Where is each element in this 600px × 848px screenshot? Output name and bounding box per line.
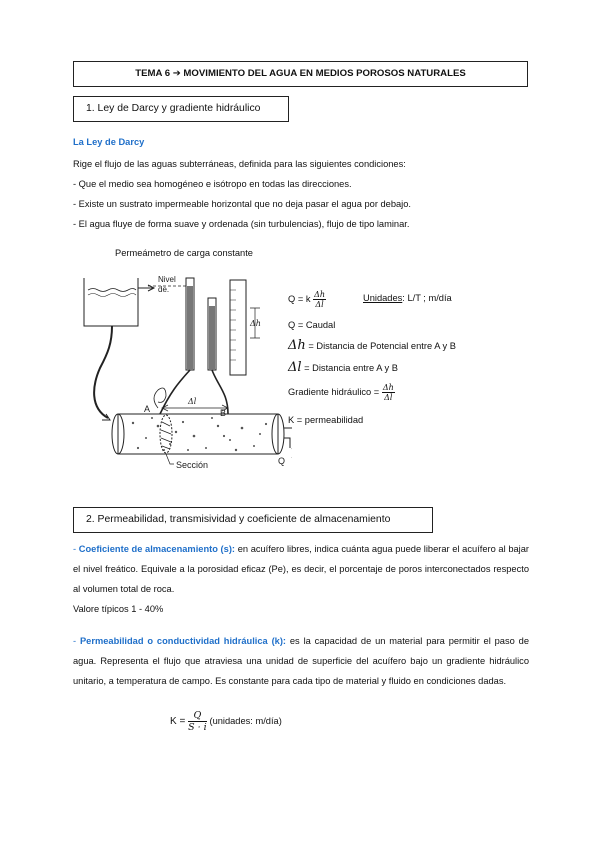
gradient-num: Δh xyxy=(382,383,394,392)
k-formula-num: Q xyxy=(188,710,207,722)
gradient-line xyxy=(288,383,395,402)
section-1-heading xyxy=(73,96,289,122)
label-q: Q xyxy=(278,456,286,466)
darcy-formula xyxy=(288,290,326,309)
coef-term: Coeficiente de almacenamiento (s): xyxy=(78,544,236,554)
figure-caption: Permeámetro de carga constante xyxy=(115,248,253,258)
k-line: K = permeabilidad xyxy=(288,415,364,425)
k-formula-den: S · i xyxy=(188,722,207,733)
section-2-heading xyxy=(73,507,433,533)
delta-l-text: = Distancia entre A y B xyxy=(301,363,398,373)
darcy-formula-num: Δh xyxy=(314,290,326,299)
darcy-formula-lhs: Q = k xyxy=(288,293,311,304)
tank-outline xyxy=(84,278,138,326)
label-delta-l: Δl xyxy=(188,397,197,406)
section-2-heading-text: 2. Permeabilidad, transmisividad y coeficiente de almacenamiento xyxy=(86,514,391,525)
gradient-text: Gradiente hidráulico = xyxy=(288,386,380,397)
gradient-den: Δl xyxy=(384,393,393,402)
delta-l-symbol: Δl xyxy=(288,360,302,375)
delta-h-symbol: Δh xyxy=(288,338,306,353)
perm-term: Permeabilidad o conductividad hidráulica (k): xyxy=(79,636,287,646)
coef-dash: - xyxy=(73,544,79,554)
label-seccion: Sección xyxy=(176,460,209,470)
label-a: A xyxy=(144,404,151,414)
coef-typical: Valore típicos 1 - 40% xyxy=(73,604,164,614)
delta-h-line xyxy=(288,338,456,353)
k-formula-units: (unidades: m/día) xyxy=(209,716,282,727)
delta-l-line xyxy=(288,360,398,375)
label-nivel: Nivel xyxy=(158,275,176,284)
darcy-subtitle: La Ley de Darcy xyxy=(73,137,145,147)
coef-paragraph xyxy=(73,539,529,599)
label-b: B xyxy=(220,408,227,418)
coef-text: en acuífero libres, indica cuánta agua puede liberar el acuífero al bajar el nivel freático. Equivale a la porosidad eficaz (Pe), es decir, el porcentaje de poros interconectados respecto al volumen total de roca. xyxy=(73,544,529,594)
delta-h-text: = Distancia de Potencial entre A y B xyxy=(305,341,456,351)
caudal-line: Q = Caudal xyxy=(288,320,336,330)
perm-text: es la capacidad de un material para permitir el paso de agua. Representa el flujo que atraviesa una unidad de superficie del acuífero bajo un gradiente hidráulico unitario, a temperatura de campo. Es constante para cada tipo de material y fluido en condiciones dadas. xyxy=(73,636,529,686)
perm-dash: - xyxy=(73,636,80,646)
label-delta-h: Δh xyxy=(250,319,261,328)
document-title-text: TEMA 6 ➔ MOVIMIENTO DEL AGUA EN MEDIOS POROSOS NATURALES xyxy=(135,68,466,79)
condition-3: - El agua fluye de forma suave y ordenada (sin turbulencias), flujo de tipo laminar. xyxy=(73,219,410,229)
units-line xyxy=(363,293,452,303)
label-de: de. xyxy=(158,285,170,294)
darcy-formula-den: Δl xyxy=(315,300,324,309)
section-1-heading-text: 1. Ley de Darcy y gradiente hidráulico xyxy=(86,103,261,114)
k-formula-fraction xyxy=(188,710,207,733)
units-value: : L/T ; m/día xyxy=(402,293,452,303)
darcy-formula-fraction xyxy=(313,290,326,309)
perm-paragraph xyxy=(73,631,529,691)
condition-1: - Que el medio sea homogéneo e isótropo en todas las direcciones. xyxy=(73,179,352,189)
k-formula xyxy=(170,710,282,733)
units-label: Unidades xyxy=(363,293,403,303)
darcy-intro: Rige el flujo de las aguas subterráneas, definida para las siguientes condiciones: xyxy=(73,159,406,169)
condition-2: - Existe un sustrato impermeable horizontal que no deja pasar el agua por debajo. xyxy=(73,199,411,209)
permeameter-diagram xyxy=(78,268,292,484)
k-formula-lhs: K = xyxy=(170,716,186,728)
document-title xyxy=(73,61,528,87)
gradient-fraction xyxy=(382,383,395,402)
